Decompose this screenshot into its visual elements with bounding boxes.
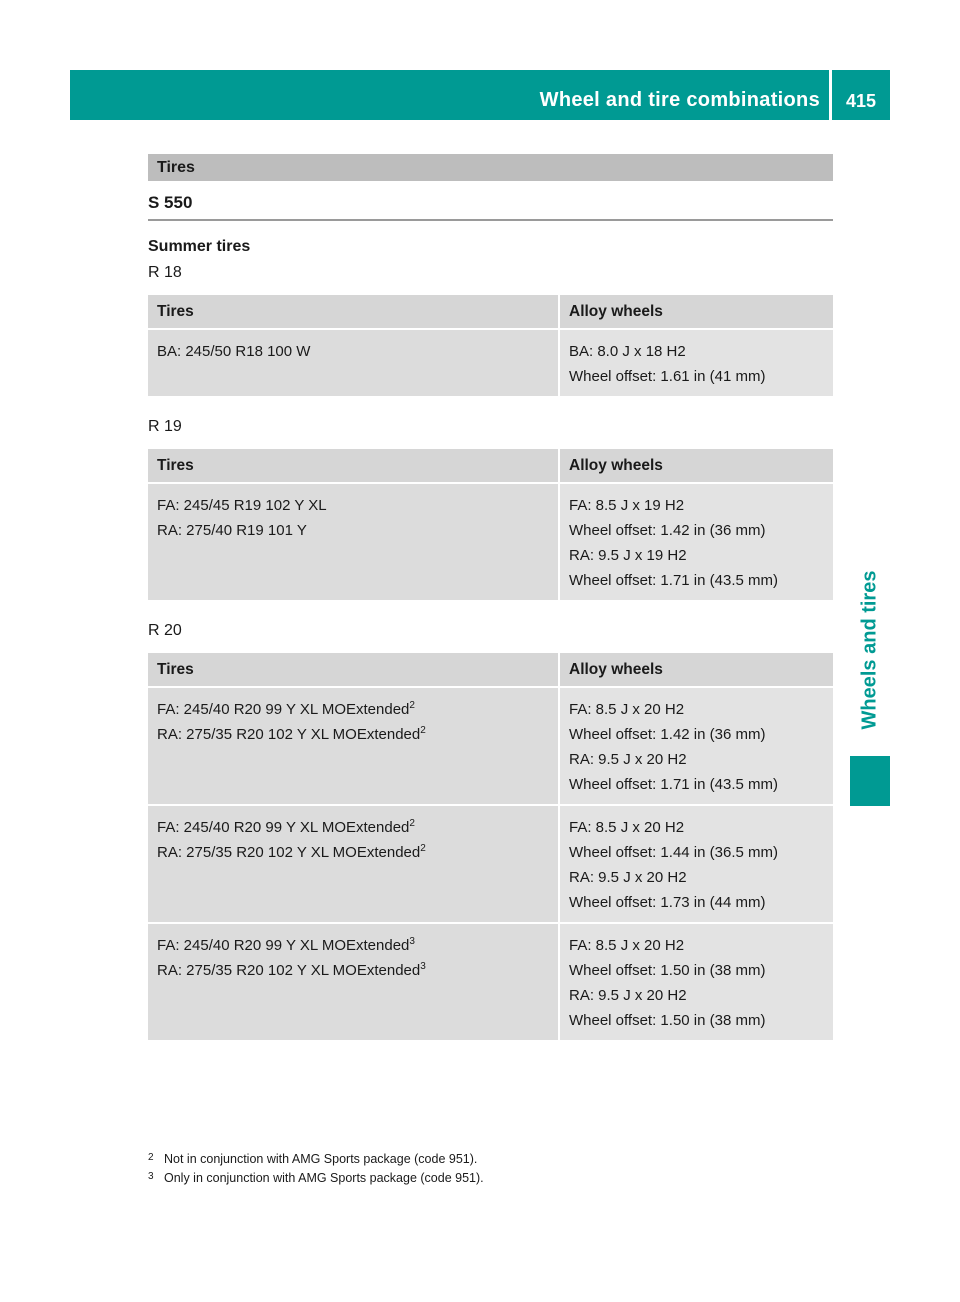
wheel-spec: Wheel offset: 1.42 in (36 mm) — [569, 522, 766, 539]
tires-cell — [148, 483, 559, 600]
wheels-cell — [559, 483, 833, 600]
tire-spec: BA: 245/50 R18 100 W — [157, 343, 311, 360]
wheel-spec: Wheel offset: 1.71 in (43.5 mm) — [569, 776, 778, 793]
tire-spec: FA: 245/45 R19 102 Y XL — [157, 497, 327, 514]
footnote-number: 3 — [148, 1171, 154, 1182]
column-header-tires: Tires — [148, 295, 559, 329]
tires-cell — [148, 805, 559, 923]
tire-table — [148, 653, 833, 1040]
tire-spec: FA: 245/40 R20 99 Y XL MOExtended$^3$ — [157, 936, 415, 954]
table-header-row — [148, 653, 833, 687]
rim-size-label: R 18 — [148, 264, 182, 281]
wheels-cell — [559, 805, 833, 923]
tire-spec: RA: 275/35 R20 102 Y XL MOExtended$^2$ — [157, 843, 426, 861]
wheel-spec: BA: 8.0 J x 18 H2 — [569, 343, 686, 360]
wheel-spec: FA: 8.5 J x 20 H2 — [569, 819, 685, 836]
table-row — [148, 483, 833, 600]
wheels-cell — [559, 329, 833, 396]
wheel-spec: Wheel offset: 1.42 in (36 mm) — [569, 726, 766, 743]
footnote-ref: 2 — [409, 818, 415, 829]
wheel-spec: Wheel offset: 1.44 in (36.5 mm) — [569, 844, 778, 861]
footnote-number: 2 — [148, 1152, 154, 1163]
wheel-spec: Wheel offset: 1.50 in (38 mm) — [569, 1012, 766, 1029]
tires-cell — [148, 923, 559, 1040]
side-tab-marker — [850, 756, 890, 806]
table-header-row — [148, 449, 833, 483]
chapter-title: Wheel and tire combinations — [539, 89, 820, 111]
wheel-spec: FA: 8.5 J x 19 H2 — [569, 497, 685, 514]
tires-cell — [148, 687, 559, 805]
column-header-wheels: Alloy wheels — [559, 653, 833, 687]
table-row — [148, 329, 833, 396]
tire-spec: RA: 275/35 R20 102 Y XL MOExtended$^3$ — [157, 961, 426, 979]
page-header — [70, 70, 890, 120]
column-header-tires: Tires — [148, 653, 559, 687]
tire-spec: FA: 245/40 R20 99 Y XL MOExtended$^2$ — [157, 818, 415, 836]
wheel-spec: RA: 9.5 J x 19 H2 — [569, 547, 687, 564]
table-row — [148, 805, 833, 923]
wheel-spec: Wheel offset: 1.73 in (44 mm) — [569, 894, 766, 911]
tire-table — [148, 295, 833, 396]
column-header-tires: Tires — [148, 449, 559, 483]
wheel-spec: RA: 9.5 J x 20 H2 — [569, 869, 687, 886]
footnote — [148, 1149, 484, 1168]
wheels-cell — [559, 923, 833, 1040]
column-header-wheels: Alloy wheels — [559, 295, 833, 329]
tire-spec: FA: 245/40 R20 99 Y XL MOExtended$^2$ — [157, 700, 415, 718]
footnote — [148, 1168, 484, 1187]
wheel-spec: FA: 8.5 J x 20 H2 — [569, 701, 685, 718]
section-title: Tires — [148, 154, 833, 181]
footnote-ref: 3 — [420, 961, 426, 972]
wheel-spec: Wheel offset: 1.71 in (43.5 mm) — [569, 572, 778, 589]
footnote-text: Not in conjunction with AMG Sports package (code 951). — [164, 1152, 478, 1166]
rim-size-label: R 20 — [148, 622, 182, 639]
wheels-cell — [559, 687, 833, 805]
tire-spec: RA: 275/35 R20 102 Y XL MOExtended$^2$ — [157, 725, 426, 743]
table-row — [148, 923, 833, 1040]
column-header-wheels: Alloy wheels — [559, 449, 833, 483]
page-number: 415 — [845, 91, 877, 111]
rim-size-label: R 19 — [148, 418, 182, 435]
model-heading: S 550 — [148, 193, 833, 221]
footnote-text: Only in conjunction with AMG Sports package (code 951). — [164, 1171, 484, 1185]
wheel-spec: FA: 8.5 J x 20 H2 — [569, 937, 685, 954]
footnote-ref: 2 — [409, 700, 415, 711]
tire-table — [148, 449, 833, 600]
footnote-ref: 2 — [420, 843, 426, 854]
wheel-spec: Wheel offset: 1.61 in (41 mm) — [569, 368, 766, 385]
side-tab-label: Wheels and tires — [858, 570, 881, 730]
wheel-spec: RA: 9.5 J x 20 H2 — [569, 751, 687, 768]
season-heading: Summer tires — [148, 238, 251, 255]
side-tab — [850, 560, 890, 740]
main-content — [148, 154, 833, 1040]
table-header-row — [148, 295, 833, 329]
footnote-ref: 2 — [420, 725, 426, 736]
footnotes — [148, 1149, 484, 1187]
footnote-ref: 3 — [409, 936, 415, 947]
tire-spec: RA: 275/40 R19 101 Y — [157, 522, 307, 539]
tires-cell — [148, 329, 559, 396]
wheel-spec: RA: 9.5 J x 20 H2 — [569, 987, 687, 1004]
table-row — [148, 687, 833, 805]
wheel-spec: Wheel offset: 1.50 in (38 mm) — [569, 962, 766, 979]
